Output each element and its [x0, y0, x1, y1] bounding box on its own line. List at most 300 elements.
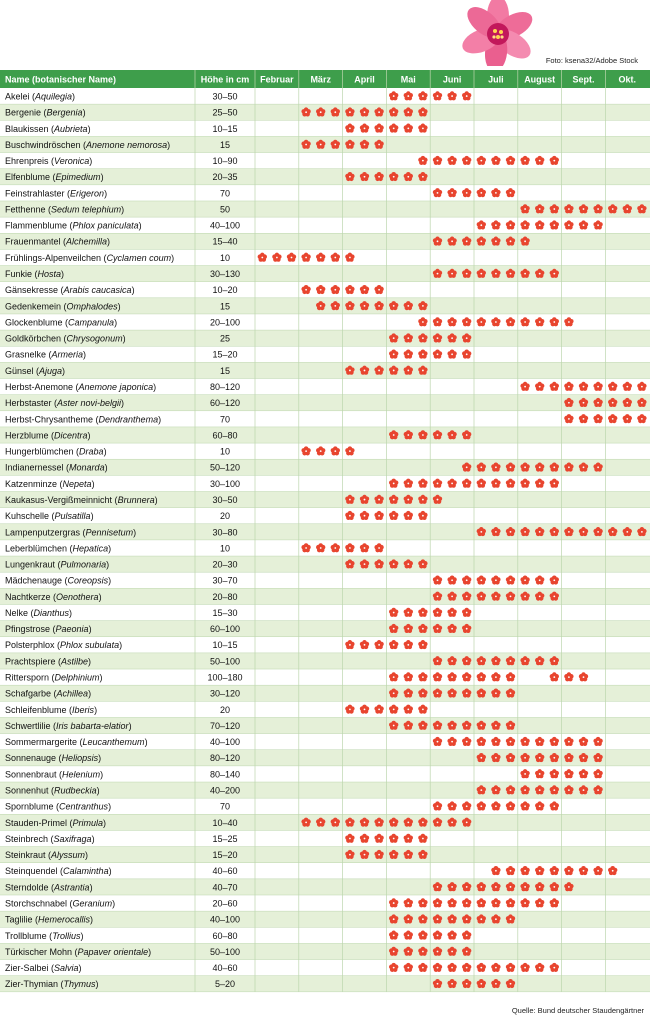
bloom-flower-icon [433, 898, 442, 907]
bloom-flower-icon [418, 931, 427, 940]
bloom-flower-icon [345, 446, 354, 455]
plant-height: 15 [219, 301, 231, 312]
bloom-flower-icon [447, 350, 456, 359]
plant-height: 20–100 [209, 317, 241, 328]
bloom-flower-icon [404, 898, 413, 907]
plant-name: Buschwindröschen (Anemone nemorosa) [5, 139, 171, 150]
bloom-flower-icon [535, 737, 544, 746]
plant-name: Schleifenblume (Iberis) [5, 704, 98, 715]
bloom-flower-icon [593, 769, 602, 778]
bloom-flower-icon [579, 220, 588, 229]
plant-height: 60–100 [209, 624, 241, 635]
bloom-flower-icon [477, 898, 486, 907]
plant-height: 10–40 [212, 817, 238, 828]
plant-name: Hungerblümchen (Draba) [5, 446, 107, 457]
plant-name: Trollblume (Trollius) [5, 930, 84, 941]
photo-credit: Foto: ksena32/Adobe Stock [545, 56, 638, 65]
bloom-flower-icon [462, 91, 471, 100]
bloom-flower-icon [462, 672, 471, 681]
bloom-flower-icon [404, 91, 413, 100]
plant-height: 30–130 [209, 269, 241, 280]
bloom-flower-icon [564, 382, 573, 391]
bloom-flower-icon [477, 317, 486, 326]
plant-height: 50–100 [209, 656, 241, 667]
bloom-flower-icon [462, 608, 471, 617]
bloom-flower-icon [520, 769, 529, 778]
bloom-flower-icon [564, 317, 573, 326]
table-row-stripe [0, 911, 650, 927]
plant-height: 15–40 [212, 236, 238, 247]
bloom-flower-icon [418, 317, 427, 326]
bloom-flower-icon [506, 801, 515, 810]
source-note: Quelle: Bund deutscher Staudengärtner [511, 1006, 644, 1015]
plant-name: Gänsekresse (Arabis caucasica) [5, 285, 135, 296]
bloom-flower-icon [360, 834, 369, 843]
bloom-flower-icon [462, 350, 471, 359]
plant-name: Zier-Thymian (Thymus) [5, 979, 99, 990]
plant-name: Kaukasus-Vergißmeinnicht (Brunnera) [5, 494, 158, 505]
plant-name: Akelei (Aquilegia) [5, 91, 76, 102]
bloom-flower-icon [550, 737, 559, 746]
plant-height: 15–20 [212, 850, 238, 861]
bloom-flower-icon [608, 382, 617, 391]
bloom-flower-icon [477, 156, 486, 165]
bloom-flower-icon [520, 317, 529, 326]
plant-height: 10–90 [212, 156, 238, 167]
bloom-flower-icon [637, 414, 646, 423]
bloom-flower-icon [389, 705, 398, 714]
bloom-flower-icon [418, 672, 427, 681]
bloom-flower-icon [433, 317, 442, 326]
bloom-flower-icon [433, 156, 442, 165]
plant-name: Nachtkerze (Oenothera) [5, 591, 102, 602]
plant-name: Lampenputzergras (Pennisetum) [5, 527, 137, 538]
header-month: Okt. [618, 74, 637, 85]
bloom-flower-icon [301, 253, 310, 262]
bloom-flower-icon [404, 608, 413, 617]
bloom-flower-icon [404, 931, 413, 940]
bloom-flower-icon [535, 220, 544, 229]
plant-name: Gedenkemein (Omphalodes) [5, 301, 121, 312]
plant-height: 40–100 [209, 220, 241, 231]
plant-height: 20–80 [212, 591, 238, 602]
header-month: März [310, 74, 331, 85]
header-month: Sept. [572, 74, 595, 85]
plant-height: 60–120 [209, 398, 241, 409]
plant-height: 60–80 [212, 430, 238, 441]
bloom-flower-icon [506, 963, 515, 972]
bloom-flower-icon [520, 220, 529, 229]
bloom-flower-icon [520, 737, 529, 746]
bloom-flower-icon [491, 963, 500, 972]
bloom-flower-icon [345, 253, 354, 262]
bloom-flower-icon [389, 931, 398, 940]
bloom-flower-icon [535, 963, 544, 972]
bloom-flower-icon [404, 124, 413, 133]
bloom-flower-icon [550, 801, 559, 810]
plant-height: 30–120 [209, 688, 241, 699]
bloom-flower-icon [418, 91, 427, 100]
plant-height: 50–120 [209, 462, 241, 473]
bloom-flower-icon [316, 543, 325, 552]
bloom-flower-icon [389, 124, 398, 133]
bloom-flower-icon [593, 220, 602, 229]
bloom-flower-icon [418, 834, 427, 843]
bloom-flower-icon [477, 801, 486, 810]
bloom-flower-icon [462, 801, 471, 810]
bloom-flower-icon [506, 737, 515, 746]
bloom-flower-icon [550, 479, 559, 488]
plant-height: 20–60 [212, 898, 238, 909]
bloom-flower-icon [418, 898, 427, 907]
bloom-flower-icon [520, 866, 529, 875]
bloom-flower-icon [535, 317, 544, 326]
plant-name: Bergenie (Bergenia) [5, 107, 86, 118]
bloom-flower-icon [520, 575, 529, 584]
bloom-flower-icon [331, 446, 340, 455]
bloom-flower-icon [608, 414, 617, 423]
plant-name: Polsterphlox (Phlox subulata) [5, 640, 123, 651]
table-row-stripe [0, 847, 650, 863]
plant-height: 50–100 [209, 946, 241, 957]
bloom-flower-icon [520, 963, 529, 972]
plant-name: Schafgarbe (Achillea) [5, 688, 92, 699]
bloom-flower-icon [564, 672, 573, 681]
bloom-flower-icon [477, 575, 486, 584]
bloom-flower-icon [331, 543, 340, 552]
bloom-flower-icon [418, 479, 427, 488]
bloom-flower-icon [477, 737, 486, 746]
bloom-flower-icon [637, 382, 646, 391]
bloom-flower-icon [404, 672, 413, 681]
plant-height: 10–15 [212, 640, 238, 651]
bloom-flower-icon [550, 156, 559, 165]
plant-name: Frühlings-Alpenveilchen (Cyclamen coum) [5, 252, 175, 263]
plant-name: Ehrenpreis (Veronica) [5, 156, 93, 167]
bloom-flower-icon [608, 866, 617, 875]
bloom-flower-icon [506, 575, 515, 584]
bloom-flower-icon [550, 575, 559, 584]
plant-height: 30–50 [212, 91, 238, 102]
bloom-flower-icon [491, 866, 500, 875]
bloom-flower-icon [360, 705, 369, 714]
plant-name: Lungenkraut (Pulmonaria) [5, 559, 110, 570]
bloom-flower-icon [374, 124, 383, 133]
plant-name: Herbstaster (Aster novi-belgii) [5, 398, 125, 409]
plant-height: 80–120 [209, 753, 241, 764]
bloom-flower-icon [491, 317, 500, 326]
bloom-flower-icon [433, 479, 442, 488]
plant-name: Pfingstrose (Paeonia) [5, 624, 92, 635]
bloom-flower-icon [418, 608, 427, 617]
bloom-flower-icon [433, 608, 442, 617]
bloom-flower-icon [535, 156, 544, 165]
plant-height: 5–20 [214, 979, 236, 990]
bloom-flower-icon [535, 479, 544, 488]
bloom-flower-icon [506, 479, 515, 488]
bloom-flower-icon [462, 898, 471, 907]
bloom-flower-icon [360, 285, 369, 294]
plant-name: Rittersporn (Delphinium) [5, 672, 103, 683]
plant-height: 20–35 [212, 172, 238, 183]
plant-height: 40–100 [209, 914, 241, 925]
bloom-flower-icon [345, 124, 354, 133]
bloom-flower-icon [491, 156, 500, 165]
plant-height: 25–50 [212, 107, 238, 118]
bloom-flower-icon [506, 672, 515, 681]
plant-height: 10 [219, 252, 231, 263]
plant-name: Steinquendel (Calamintha) [5, 866, 112, 877]
plant-name: Goldkörbchen (Chrysogonum) [5, 333, 126, 344]
bloom-flower-icon [345, 705, 354, 714]
plant-name: Storchschnabel (Geranium) [5, 898, 116, 909]
plant-height: 40–60 [212, 963, 238, 974]
bloom-flower-icon [491, 672, 500, 681]
bloom-flower-icon [389, 479, 398, 488]
bloom-flower-icon [418, 963, 427, 972]
bloom-flower-icon [462, 188, 471, 197]
bloom-flower-icon [433, 188, 442, 197]
bloom-flower-icon [418, 705, 427, 714]
bloom-flower-icon [477, 220, 486, 229]
plant-name: Steinkraut (Alyssum) [5, 850, 89, 861]
bloom-flower-icon [447, 672, 456, 681]
plant-height: 100–180 [207, 672, 243, 683]
bloom-flower-icon [462, 931, 471, 940]
bloom-flower-icon [433, 737, 442, 746]
bloom-flower-icon [506, 188, 515, 197]
bloom-flower-icon [491, 737, 500, 746]
bloom-flower-icon [258, 253, 267, 262]
bloom-flower-icon [447, 931, 456, 940]
bloom-flower-icon [404, 350, 413, 359]
bloom-flower-icon [345, 285, 354, 294]
bloom-flower-icon [447, 317, 456, 326]
bloom-flower-icon [374, 640, 383, 649]
plant-height: 80–120 [209, 381, 241, 392]
bloom-flower-icon [506, 220, 515, 229]
table-row-stripe [0, 685, 650, 701]
header-height: Höhe in cm [200, 74, 250, 85]
bloom-flower-icon [374, 285, 383, 294]
bloom-flower-icon [535, 866, 544, 875]
bloom-flower-icon [404, 834, 413, 843]
plant-height: 15 [219, 365, 231, 376]
bloom-flower-icon [374, 705, 383, 714]
plant-height: 70 [219, 188, 231, 199]
header-month: Juni [442, 74, 462, 85]
bloom-flower-icon [593, 866, 602, 875]
plant-name: Zier-Salbei (Salvia) [5, 963, 82, 974]
plant-name: Prachtspiere (Astilbe) [5, 656, 92, 667]
bloom-flower-icon [593, 382, 602, 391]
plant-name: Leberblümchen (Hepatica) [5, 543, 112, 554]
bloom-flower-icon [535, 382, 544, 391]
bloom-flower-icon [447, 91, 456, 100]
bloom-flower-icon [550, 220, 559, 229]
bloom-flower-icon [491, 479, 500, 488]
bloom-flower-icon [462, 156, 471, 165]
bloom-flower-icon [579, 382, 588, 391]
bloom-flower-icon [550, 769, 559, 778]
bloom-flower-icon [389, 834, 398, 843]
bloom-flower-icon [316, 285, 325, 294]
bloom-flower-icon [535, 898, 544, 907]
bloom-flower-icon [623, 382, 632, 391]
bloom-flower-icon [404, 705, 413, 714]
bloom-flower-icon [447, 963, 456, 972]
bloom-flower-icon [520, 382, 529, 391]
bloom-flower-icon [272, 253, 281, 262]
bloom-flower-icon [389, 672, 398, 681]
bloom-calendar-table [0, 70, 650, 1000]
bloom-flower-icon [345, 511, 354, 520]
bloom-flower-icon [520, 156, 529, 165]
bloom-flower-icon [579, 866, 588, 875]
bloom-flower-icon [477, 188, 486, 197]
plant-name: Schwertlilie (Iris babarta-elatior) [5, 720, 132, 731]
plant-name: Mädchenauge (Coreopsis) [5, 575, 112, 586]
plant-name: Flammenblume (Phlox paniculata) [5, 220, 142, 231]
bloom-flower-icon [374, 511, 383, 520]
plant-name: Steinbrech (Saxifraga) [5, 833, 95, 844]
plant-height: 80–140 [209, 769, 241, 780]
plant-name: Fetthenne (Sedum telephium) [5, 204, 125, 215]
bloom-flower-icon [433, 672, 442, 681]
bloom-flower-icon [462, 963, 471, 972]
bloom-flower-icon [550, 866, 559, 875]
bloom-flower-icon [447, 608, 456, 617]
bloom-flower-icon [477, 963, 486, 972]
plant-height: 40–200 [209, 785, 241, 796]
bloom-flower-icon [550, 672, 559, 681]
bloom-flower-icon [535, 801, 544, 810]
bloom-flower-icon [447, 737, 456, 746]
plant-height: 40–70 [212, 882, 238, 893]
bloom-flower-icon [433, 91, 442, 100]
bloom-flower-icon [506, 866, 515, 875]
bloom-flower-icon [462, 575, 471, 584]
bloom-flower-icon [374, 834, 383, 843]
plant-height: 15 [219, 139, 231, 150]
bloom-flower-icon [389, 91, 398, 100]
plant-height: 10–20 [212, 285, 238, 296]
bloom-flower-icon [374, 543, 383, 552]
plant-height: 10 [219, 446, 231, 457]
bloom-flower-icon [389, 963, 398, 972]
plant-height: 40–100 [209, 737, 241, 748]
plant-name: Sonnenhut (Rudbeckia) [5, 785, 100, 796]
bloom-flower-icon [564, 866, 573, 875]
plant-name: Sonnenbraut (Helenium) [5, 769, 104, 780]
plant-height: 70 [219, 414, 231, 425]
bloom-flower-icon [447, 188, 456, 197]
bloom-flower-icon [316, 446, 325, 455]
plant-name: Grasnelke (Armeria) [5, 349, 87, 360]
plant-name: Sonnenauge (Heliopsis) [5, 753, 102, 764]
bloom-flower-icon [345, 543, 354, 552]
table-row-stripe [0, 427, 650, 443]
bloom-flower-icon [389, 640, 398, 649]
plant-name: Sterndolde (Astrantia) [5, 882, 93, 893]
plant-height: 30–80 [212, 527, 238, 538]
bloom-flower-icon [520, 801, 529, 810]
plant-name: Kuhschelle (Pulsatilla) [5, 511, 94, 522]
bloom-flower-icon [316, 253, 325, 262]
plant-name: Herbst-Anemone (Anemone japonica) [5, 381, 157, 392]
plant-name: Elfenblume (Epimedium) [5, 172, 104, 183]
bloom-flower-icon [491, 575, 500, 584]
plant-name: Spornblume (Centranthus) [5, 801, 112, 812]
bloom-flower-icon [345, 640, 354, 649]
header-month: April [354, 74, 375, 85]
bloom-flower-icon [491, 801, 500, 810]
bloom-flower-icon [331, 285, 340, 294]
bloom-flower-icon [462, 317, 471, 326]
bloom-flower-icon [462, 479, 471, 488]
bloom-flower-icon [579, 414, 588, 423]
bloom-flower-icon [433, 801, 442, 810]
bloom-flower-icon [550, 317, 559, 326]
plant-height: 30–50 [212, 494, 238, 505]
bloom-flower-icon [550, 963, 559, 972]
plant-height: 50 [219, 204, 231, 215]
bloom-flower-icon [535, 769, 544, 778]
plant-height: 70 [219, 801, 231, 812]
bloom-flower-icon [447, 801, 456, 810]
bloom-flower-icon [564, 737, 573, 746]
bloom-flower-icon [301, 285, 310, 294]
bloom-flower-icon [447, 898, 456, 907]
bloom-flower-icon [360, 543, 369, 552]
bloom-flower-icon [491, 898, 500, 907]
header-month: August [524, 74, 556, 85]
bloom-flower-icon [331, 253, 340, 262]
plant-height: 20 [219, 511, 231, 522]
bloom-flower-icon [360, 511, 369, 520]
header-name: Name (botanischer Name) [5, 74, 117, 85]
plant-name: Katzenminze (Nepeta) [5, 478, 95, 489]
plant-height: 70–120 [209, 720, 241, 731]
bloom-flower-icon [433, 575, 442, 584]
bloom-flower-icon [579, 737, 588, 746]
header-month: Juli [488, 74, 504, 85]
plant-height: 30–100 [209, 478, 241, 489]
plant-height: 15–20 [212, 349, 238, 360]
plant-height: 60–80 [212, 930, 238, 941]
bloom-flower-icon [389, 350, 398, 359]
plant-height: 25 [219, 333, 231, 344]
bloom-flower-icon [389, 511, 398, 520]
bloom-flower-icon [404, 479, 413, 488]
bloom-flower-icon [418, 640, 427, 649]
bloom-flower-icon [462, 737, 471, 746]
bloom-flower-icon [506, 156, 515, 165]
bloom-flower-icon [418, 511, 427, 520]
bloom-flower-icon [520, 479, 529, 488]
bloom-flower-icon [301, 446, 310, 455]
bloom-flower-icon [593, 414, 602, 423]
bloom-flower-icon [623, 414, 632, 423]
plant-name: Herzblume (Dicentra) [5, 430, 91, 441]
plant-height: 40–60 [212, 866, 238, 877]
bloom-flower-icon [477, 479, 486, 488]
table-row-stripe [0, 621, 650, 637]
plant-height: 10 [219, 543, 231, 554]
bloom-flower-icon [287, 253, 296, 262]
bloom-flower-icon [404, 511, 413, 520]
bloom-flower-icon [404, 963, 413, 972]
